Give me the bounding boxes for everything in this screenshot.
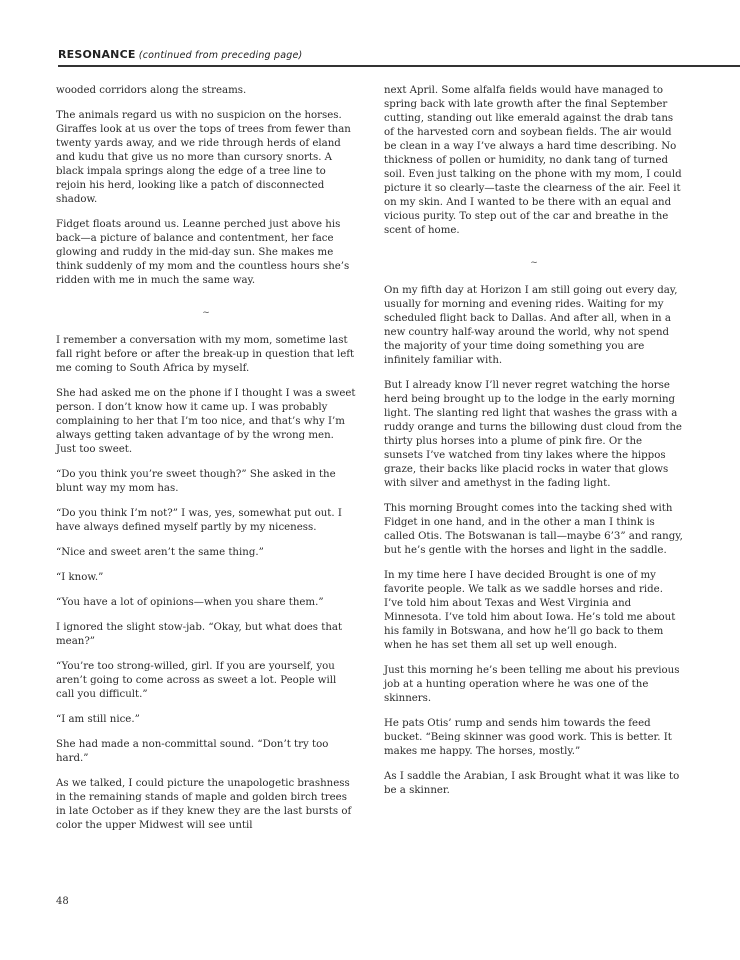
paragraph: But I already know I’ll never regret watching the horse herd being brought up to the lodge in the early morning light. The slanting red light that washes the grass with a ruddy orange and turns the billowing dust cloud from the thirty plus horses into a plume of pink fire. Or the sunsets I’ve watched from tiny lakes where the hippos graze, their backs like placid rocks in water that glows with silver and amethyst in the fading light. [384,380,682,489]
running-header [58,44,740,66]
paragraph: On my fifth day at Horizon I am still going out every day, usually for morning and evening rides. Waiting for my scheduled flight back to Dallas. And after all, when in a new country half-way around the world, why not spend the majority of your time doing something you are infinitely familiar with. [384,285,678,366]
paragraph: Just this morning he’s been telling me about his previous job at a hunting operation where he was one of the skinners. [384,665,680,704]
paragraph: She had asked me on the phone if I thought I was a sweet person. I don’t know how it came up. I was probably complaining to her that I’m too nice, and that’s why I’m always getting taken advantage of by the wrong men. Just too sweet. [56,388,356,455]
running-header-text [58,48,302,61]
paragraph: I remember a conversation with my mom, sometime last fall right before or after the break-up in question that left me coming to South Africa by myself. [56,335,355,374]
paragraph: “I know.” [56,572,104,583]
left-column [56,84,356,844]
paragraph: “Do you think I’m not?” I was, yes, somewhat put out. I have always defined myself partly by my niceness. [56,508,342,533]
paragraph: next April. Some alfalfa fields would have managed to spring back with late growth after the final September cutting, standing out like emerald against the drab tans of the harvested corn and soybean fields. The air would be clean in a way I’ve always a hard time describing. No thickness of pollen or humidity, no dank tang of turned soil. Even just talking on the phone with my mom, I could picture it so clearly—taste the clearness of the air. Feel it on my skin. And I wanted to be there with an equal and vicious purity. To step out of the car and breathe in the scent of home. [384,85,682,236]
paragraph: Fidget floats around us. Leanne perched just above his back—a picture of balance and contentment, her face glowing and ruddy in the mid-day sun. She makes me think suddenly of my mom and the countless hours she’s ridden with me in much the same way. [56,219,350,286]
right-column [384,84,684,809]
paragraph: wooded corridors along the streams. [56,85,247,96]
section-separator: ~ [530,258,538,268]
section-separator: ~ [202,308,210,318]
paragraph: I ignored the slight stow-jab. “Okay, but what does that mean?” [56,622,343,647]
page-number: 48 [56,896,69,907]
paragraph: He pats Otis’ rump and sends him towards the feed bucket. “Being skinner was good work. This is better. It makes me happy. The horses, mostly.” [384,718,672,757]
paragraph: “Do you think you’re sweet though?” She asked in the blunt way my mom has. [56,469,336,494]
paragraph: “You’re too strong-willed, girl. If you are yourself, you aren’t going to come across as sweet a lot. People will call you difficult.” [56,661,337,700]
header-rule [58,65,740,67]
paragraph: As I saddle the Arabian, I ask Brought what it was like to be a skinner. [384,771,680,796]
paragraph: She had made a non-committal sound. “Don’t try too hard.” [56,739,329,764]
paragraph: As we talked, I could picture the unapologetic brashness in the remaining stands of maple and golden birch trees in late October as if they knew they are the last bursts of color the upper Midwest will see until [56,778,352,831]
paragraph: “You have a lot of opinions—when you share them.” [56,597,324,608]
continued-note: (continued from preceding page) [135,50,303,61]
paragraph: The animals regard us with no suspicion on the horses. Giraffes look at us over the tops of trees from fewer than twenty yards away, and we ride through herds of eland and kudu that give us no more than cursory snorts. A black impala springs along the edge of a tree line to rejoin his herd, looking like a patch of disconnected shadow. [56,110,351,205]
paragraph: “I am still nice.” [56,714,140,725]
paragraph: In my time here I have decided Brought is one of my favorite people. We talk as we saddle horses and ride. I’ve told him about Texas and West Virginia and Minnesota. I’ve told him about Iowa. He’s told me about his family in Botswana, and how he’ll go back to them when he has set them all set up well enough. [384,570,676,651]
section-title: RESONANCE [58,48,136,61]
paragraph: “Nice and sweet aren’t the same thing.” [56,547,264,558]
paragraph: This morning Brought comes into the tacking shed with Fidget in one hand, and in the other a man I think is called Otis. The Botswanan is tall—maybe 6’3” and rangy, but he’s gentle with the horses and light in the saddle. [384,503,683,556]
